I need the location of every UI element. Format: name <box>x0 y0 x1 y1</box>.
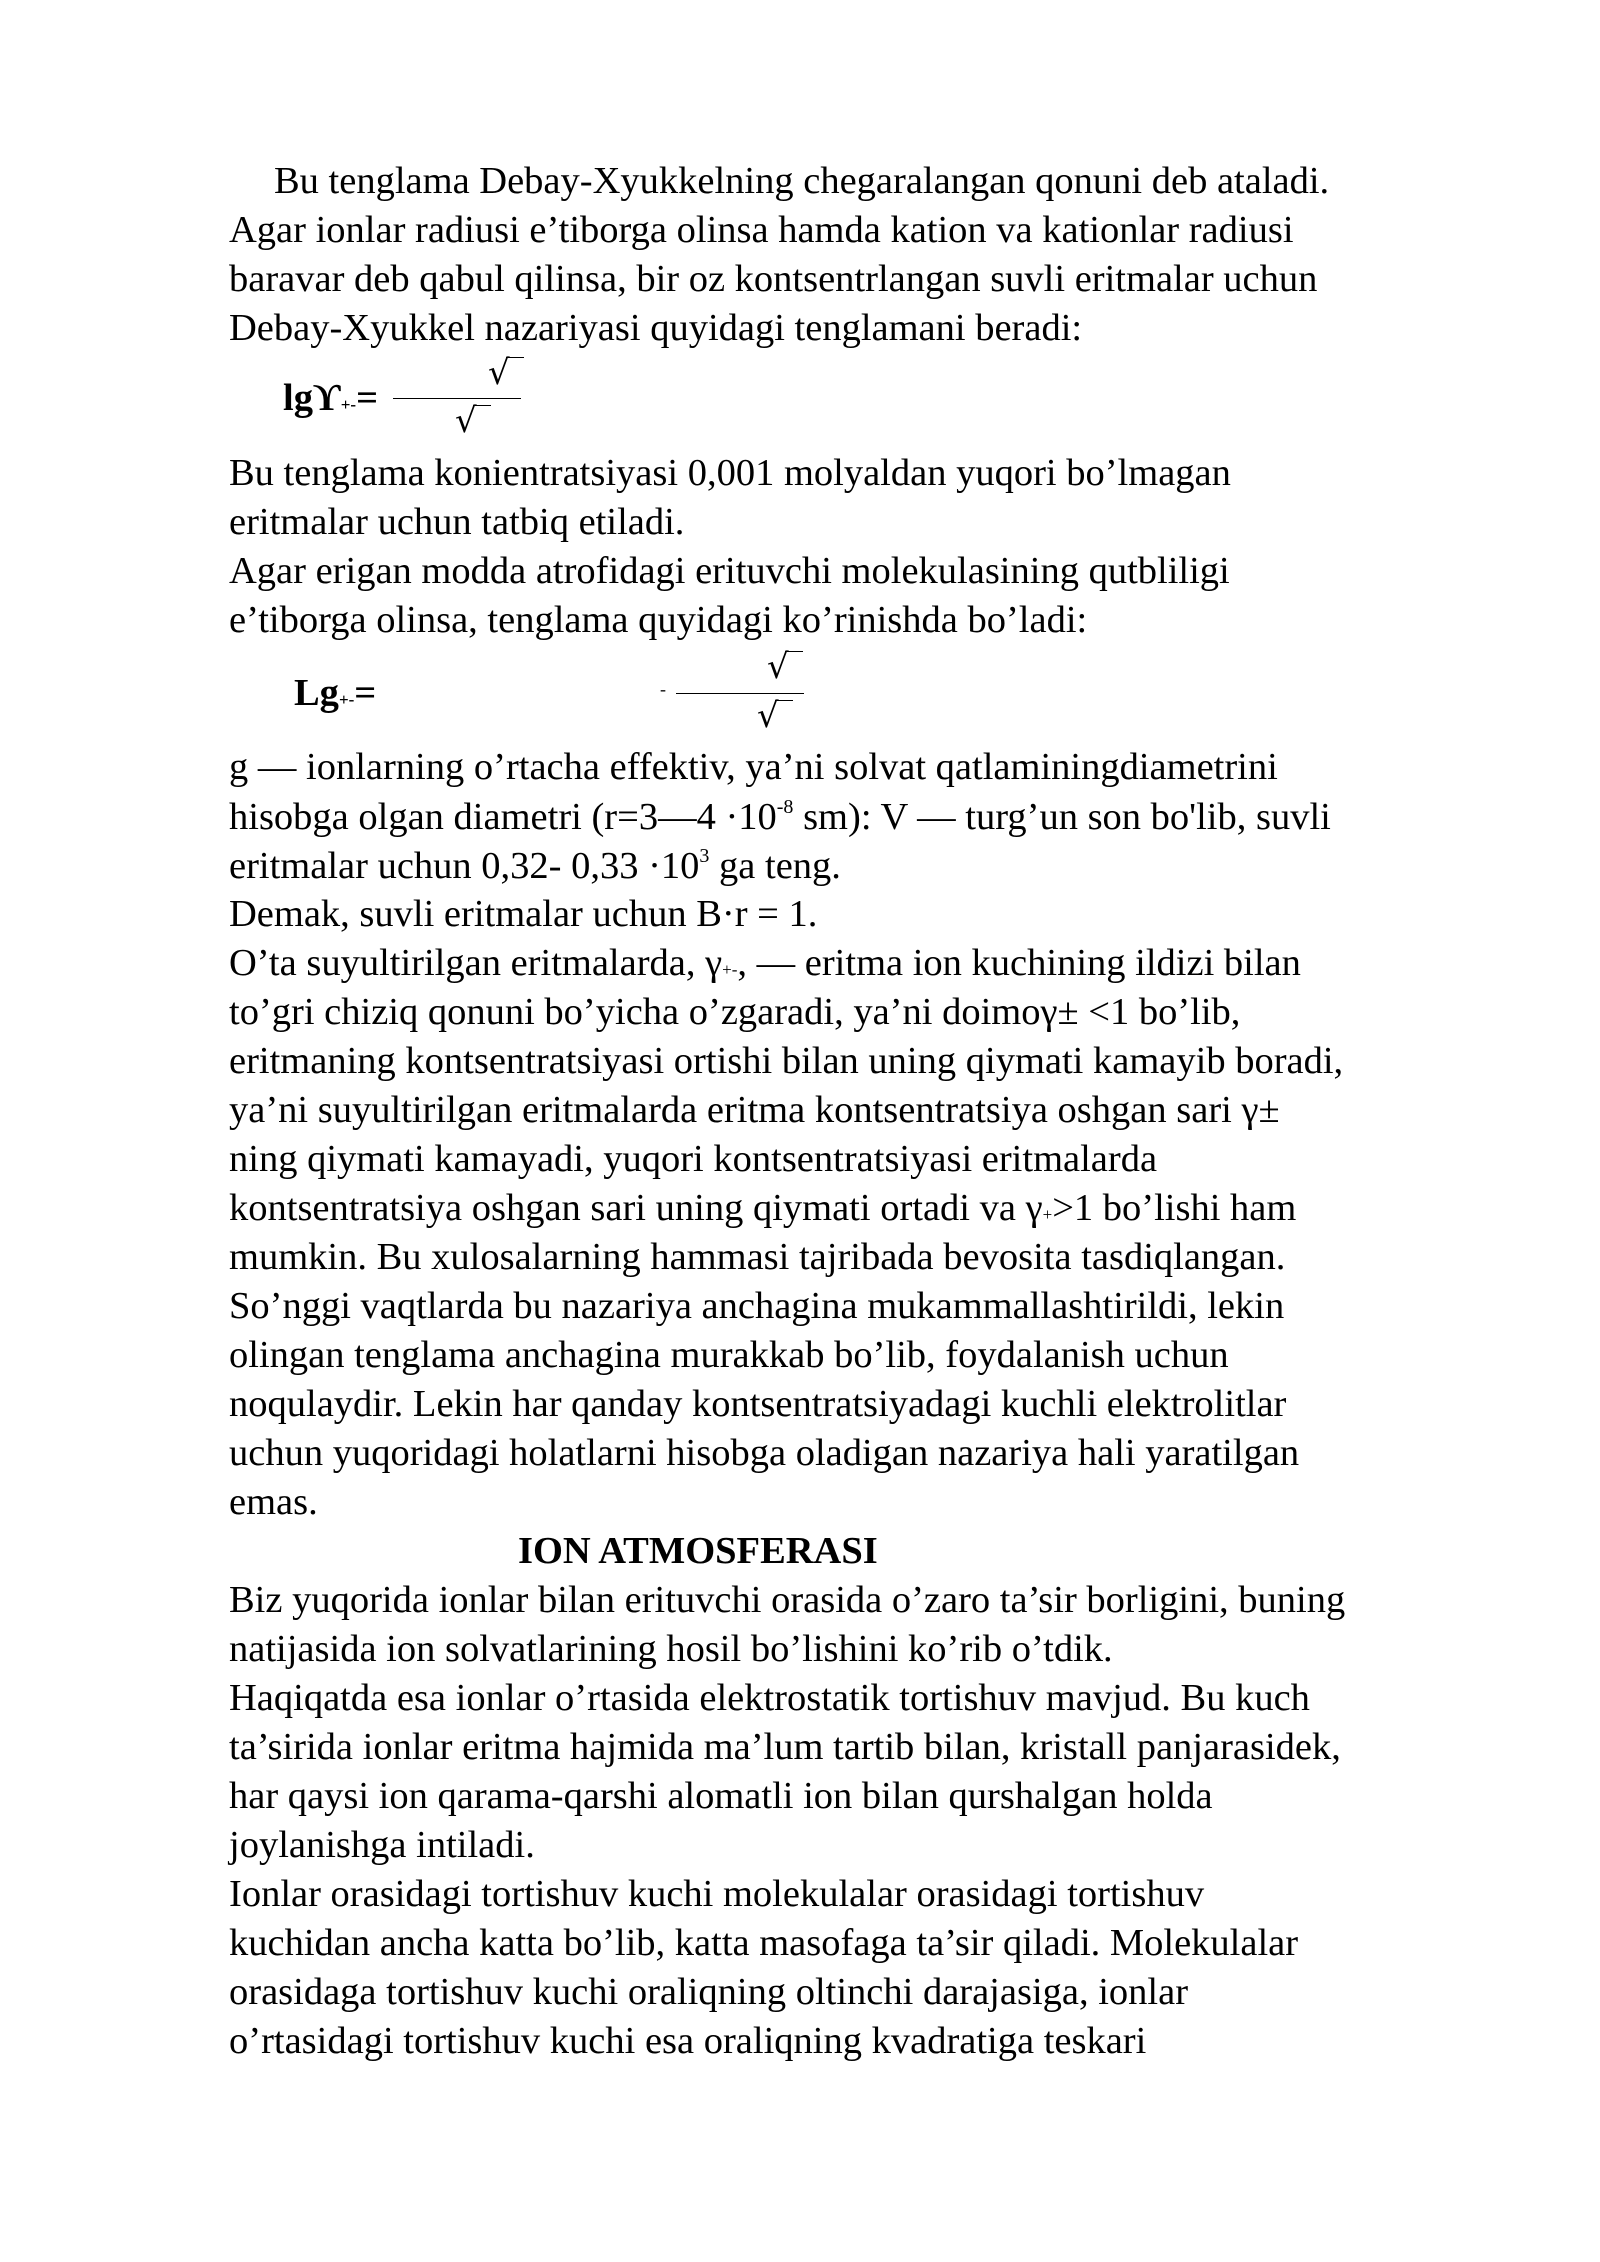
text-line: Bu tenglama konientratsiyasi 0,001 molyaldan yuqori bo’lmagan <box>229 452 1231 494</box>
text-line: Debay-Xyukkel nazariyasi quyidagi tenglamani beradi: <box>229 307 1083 349</box>
sqrt-overline <box>775 700 793 701</box>
sqrt-numerator: √ <box>767 647 789 687</box>
equation-lhs-subscript: +- <box>340 395 357 414</box>
subscript: + <box>1042 1205 1053 1224</box>
text-segment: kontsentratsiya oshgan sari uning qiymati ortadi va γ <box>229 1187 1043 1229</box>
text-line <box>229 944 1301 983</box>
text-line: orasidaga tortishuv kuchi oraliqning oltinchi darajasiga, ionlar <box>229 1971 1189 2013</box>
text-line: g — ionlarning o’rtacha effektiv, ya’ni solvat qatlaminingdiametrini <box>229 746 1278 788</box>
text-line: o’rtasidagi tortishuv kuchi esa oraliqning kvadratiga teskari <box>229 2020 1147 2062</box>
equation-lhs <box>283 379 378 418</box>
text-line: ta’sirida ionlar eritma hajmida ma’lum tartib bilan, kristall panjarasidek, <box>229 1726 1341 1768</box>
superscript: 3 <box>699 845 710 867</box>
sqrt-overline <box>506 357 524 358</box>
text-segment: ga teng. <box>709 845 841 887</box>
text-line: natijasida ion solvatlarining hosil bo’lishini ko’rib o’tdik. <box>229 1628 1113 1670</box>
text-segment: eritmalar uchun 0,32- 0,33 ·10 <box>229 845 700 887</box>
sqrt-overline <box>473 405 491 406</box>
subscript: +- <box>722 960 738 979</box>
text-line: Demak, suvli eritmalar uchun B·r = 1. <box>229 893 818 935</box>
text-line: to’gri chiziq qonuni bo’yicha o’zgaradi, ya’ni doimoγ± <1 bo’lib, <box>229 991 1241 1033</box>
text-line: Biz yuqorida ionlar bilan erituvchi orasida o’zaro ta’sir borligini, buning <box>229 1579 1346 1621</box>
section-heading: ION ATMOSFERASI <box>518 1530 878 1572</box>
text-segment: hisobga olgan diametri (r=3—4 ·10 <box>229 796 777 838</box>
sqrt-overline <box>785 651 803 652</box>
text-line: Ionlar orasidagi tortishuv kuchi molekulalar orasidagi tortishuv <box>229 1873 1205 1915</box>
text-line: olingan tenglama anchagina murakkab bo’lib, foydalanish uchun <box>229 1334 1229 1376</box>
text-line <box>229 846 841 886</box>
text-line: ya’ni suyultirilgan eritmalarda eritma kontsentratsiya oshgan sari γ± <box>229 1089 1280 1131</box>
text-segment: >1 bo’lishi ham <box>1052 1187 1297 1229</box>
sqrt-denominator: √ <box>455 401 477 441</box>
text-line <box>229 797 1331 837</box>
text-line: ning qiymati kamayadi, yuqori kontsentratsiyasi eritmalarda <box>229 1138 1158 1180</box>
text-segment: , — eritma ion kuchining ildizi bilan <box>737 942 1301 984</box>
text-line: mumkin. Bu xulosalarning hammasi tajribada bevosita tasdiqlangan. <box>229 1236 1286 1278</box>
text-line: eritmalar uchun tatbiq etiladi. <box>229 501 685 543</box>
equation-lhs-subscript: +- <box>338 690 355 709</box>
text-line <box>229 1189 1296 1228</box>
text-line: So’nggi vaqtlarda bu nazariya anchagina mukammallashtirildi, lekin <box>229 1285 1285 1327</box>
equation-lhs <box>294 674 376 713</box>
text-line: Haqiqatda esa ionlar o’rtasida elektrostatik tortishuv mavjud. Bu kuch <box>229 1677 1310 1719</box>
text-segment: O’ta suyultirilgan eritmalarda, γ <box>229 942 723 984</box>
text-line: e’tiborga olinsa, tenglama quyidagi ko’rinishda bo’ladi: <box>229 599 1088 641</box>
text-line: Agar erigan modda atrofidagi erituvchi molekulasining qutbliligi <box>229 550 1230 592</box>
text-line: kuchidan ancha katta bo’lib, katta masofaga ta’sir qiladi. Molekulalar <box>229 1922 1299 1964</box>
superscript: -8 <box>776 796 794 818</box>
text-line: emas. <box>229 1481 318 1523</box>
text-segment: sm): V — turg’un son bo'lib, suvli <box>793 796 1331 838</box>
text-line: Agar ionlar radiusi e’tiborga olinsa hamda kation va kationlar radiusi <box>229 209 1294 251</box>
text-line: joylanishga intiladi. <box>229 1824 535 1866</box>
fraction-bar <box>676 693 804 694</box>
text-line: noqulaydir. Lekin har qanday kontsentratsiyadagi kuchli elektrolitlar <box>229 1383 1287 1425</box>
text-line: Bu tenglama Debay-Xyukkelning chegaralangan qonuni deb ataladi. <box>274 160 1330 202</box>
equation-minus: - <box>660 679 666 699</box>
fraction-bar <box>393 398 521 399</box>
sqrt-numerator: √ <box>488 353 510 393</box>
equation-equals: = <box>354 672 377 714</box>
equation-lhs-symbol: lgϒ <box>283 377 341 419</box>
text-line: eritmaning kontsentratsiyasi ortishi bilan uning qiymati kamayib boradi, <box>229 1040 1344 1082</box>
equation-equals: = <box>356 377 379 419</box>
sqrt-denominator: √ <box>757 696 779 736</box>
text-line: har qaysi ion qarama-qarshi alomatli ion bilan qurshalgan holda <box>229 1775 1213 1817</box>
equation-lhs-symbol: Lg <box>294 672 339 714</box>
text-line: baravar deb qabul qilinsa, bir oz kontsentrlangan suvli eritmalar uchun <box>229 258 1318 300</box>
text-line: uchun yuqoridagi holatlarni hisobga oladigan nazariya hali yaratilgan <box>229 1432 1300 1474</box>
